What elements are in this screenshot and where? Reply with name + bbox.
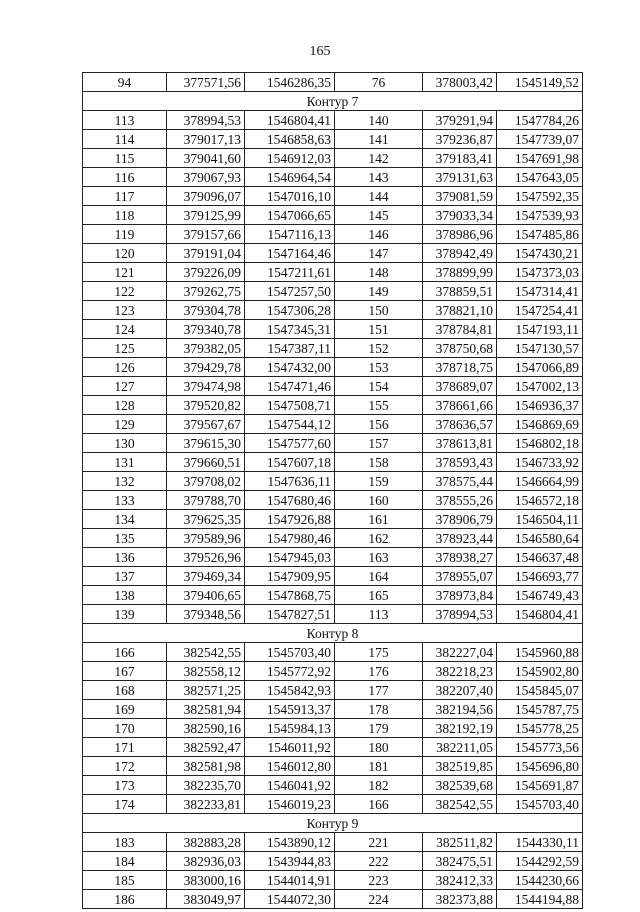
table-row — [83, 510, 583, 529]
table-cell: 378973,84 — [423, 586, 497, 605]
table-cell: 378938,27 — [423, 548, 497, 567]
table-cell: 116 — [83, 168, 167, 187]
table-cell: 117 — [83, 187, 167, 206]
table-cell: 1546869,69 — [497, 415, 583, 434]
table-cell: 164 — [335, 567, 423, 586]
table-row — [83, 586, 583, 605]
table-cell: 382475,51 — [423, 852, 497, 871]
table-cell: 173 — [83, 776, 167, 795]
table-cell: 378859,51 — [423, 282, 497, 301]
table-cell: 378661,66 — [423, 396, 497, 415]
table-cell: 121 — [83, 263, 167, 282]
table-cell: 379406,65 — [167, 586, 245, 605]
table-row — [83, 491, 583, 510]
table-cell: 1547577,60 — [245, 434, 335, 453]
table-cell: 1546664,99 — [497, 472, 583, 491]
table-cell: 1546637,48 — [497, 548, 583, 567]
table-cell: 1547607,18 — [245, 453, 335, 472]
table-row — [83, 548, 583, 567]
table-cell: 113 — [83, 111, 167, 130]
table-row — [83, 73, 583, 92]
table-cell: 378899,99 — [423, 263, 497, 282]
table-cell: 177 — [335, 681, 423, 700]
table-cell: 379304,78 — [167, 301, 245, 320]
table-cell: 162 — [335, 529, 423, 548]
table-cell: 1547827,51 — [245, 605, 335, 624]
table-cell: 382211,05 — [423, 738, 497, 757]
table-cell: 1547544,12 — [245, 415, 335, 434]
table-row — [83, 301, 583, 320]
table-cell: 130 — [83, 434, 167, 453]
table-row — [83, 529, 583, 548]
table-cell: 378923,44 — [423, 529, 497, 548]
table-cell: 1547643,05 — [497, 168, 583, 187]
table-cell: 147 — [335, 244, 423, 263]
table-cell: 138 — [83, 586, 167, 605]
section-title: Контур 8 — [83, 624, 583, 643]
table-cell: 378718,75 — [423, 358, 497, 377]
table-row — [83, 187, 583, 206]
table-cell: 1547945,03 — [245, 548, 335, 567]
table-cell: 135 — [83, 529, 167, 548]
section-header-row — [83, 624, 583, 643]
table-row — [83, 244, 583, 263]
table-cell: 1546011,92 — [245, 738, 335, 757]
table-cell: 1547016,10 — [245, 187, 335, 206]
table-cell: 120 — [83, 244, 167, 263]
table-cell: 123 — [83, 301, 167, 320]
table-cell: 1547485,86 — [497, 225, 583, 244]
table-cell: 379625,35 — [167, 510, 245, 529]
table-cell: 1545703,40 — [245, 643, 335, 662]
table-cell: 184 — [83, 852, 167, 871]
table-cell: 76 — [335, 73, 423, 92]
table-cell: 151 — [335, 320, 423, 339]
table-cell: 1547130,57 — [497, 339, 583, 358]
table-cell: 176 — [335, 662, 423, 681]
table-cell: 178 — [335, 700, 423, 719]
table-cell: 1547432,00 — [245, 358, 335, 377]
table-cell: 126 — [83, 358, 167, 377]
table-cell: 382936,03 — [167, 852, 245, 871]
section-title: Контур 7 — [83, 92, 583, 111]
table-cell: 379382,05 — [167, 339, 245, 358]
table-cell: 1545149,52 — [497, 73, 583, 92]
table-cell: 382227,04 — [423, 643, 497, 662]
table-cell: 1546964,54 — [245, 168, 335, 187]
table-cell: 379615,30 — [167, 434, 245, 453]
table-cell: 172 — [83, 757, 167, 776]
table-cell: 141 — [335, 130, 423, 149]
table-row — [83, 263, 583, 282]
table-cell: 382883,28 — [167, 833, 245, 852]
table-row — [83, 719, 583, 738]
table-cell: 171 — [83, 738, 167, 757]
table-cell: 134 — [83, 510, 167, 529]
table-row — [83, 472, 583, 491]
table-cell: 94 — [83, 73, 167, 92]
table-cell: 1545984,13 — [245, 719, 335, 738]
table-cell: 1545773,56 — [497, 738, 583, 757]
table-cell: 163 — [335, 548, 423, 567]
table-cell: 378003,42 — [423, 73, 497, 92]
table-row — [83, 434, 583, 453]
table-cell: 168 — [83, 681, 167, 700]
table-row — [83, 700, 583, 719]
table-cell: 379291,94 — [423, 111, 497, 130]
table-cell: 223 — [335, 871, 423, 890]
table-cell: 145 — [335, 206, 423, 225]
table-cell: 1547373,03 — [497, 263, 583, 282]
table-cell: 1545842,93 — [245, 681, 335, 700]
table-cell: 1547909,95 — [245, 567, 335, 586]
table-cell: 1547471,46 — [245, 377, 335, 396]
table-cell: 382519,85 — [423, 757, 497, 776]
table-cell: 170 — [83, 719, 167, 738]
table-row — [83, 681, 583, 700]
table-cell: 1544330,11 — [497, 833, 583, 852]
table-cell: 382581,94 — [167, 700, 245, 719]
scan-speck — [298, 852, 300, 853]
table-cell: 1547980,46 — [245, 529, 335, 548]
table-cell: 1546693,77 — [497, 567, 583, 586]
table-cell: 382235,70 — [167, 776, 245, 795]
table-cell: 382542,55 — [423, 795, 497, 814]
table-cell: 382592,47 — [167, 738, 245, 757]
table-row — [83, 225, 583, 244]
table-cell: 379660,51 — [167, 453, 245, 472]
table-cell: 377571,56 — [167, 73, 245, 92]
table-cell: 152 — [335, 339, 423, 358]
table-cell: 379236,87 — [423, 130, 497, 149]
table-row — [83, 320, 583, 339]
table-cell: 379589,96 — [167, 529, 245, 548]
table-cell: 1547508,71 — [245, 396, 335, 415]
table-row — [83, 377, 583, 396]
section-title: Контур 9 — [83, 814, 583, 833]
table-cell: 378994,53 — [167, 111, 245, 130]
table-cell: 382590,16 — [167, 719, 245, 738]
table-cell: 140 — [335, 111, 423, 130]
table-cell: 161 — [335, 510, 423, 529]
table-cell: 378942,49 — [423, 244, 497, 263]
table-cell: 1547680,46 — [245, 491, 335, 510]
table-cell: 1547739,07 — [497, 130, 583, 149]
table-cell: 1547926,88 — [245, 510, 335, 529]
table-cell: 379788,70 — [167, 491, 245, 510]
table-cell: 1545787,75 — [497, 700, 583, 719]
table-cell: 115 — [83, 149, 167, 168]
table-cell: 1545902,80 — [497, 662, 583, 681]
table-cell: 378555,26 — [423, 491, 497, 510]
table-cell: 224 — [335, 890, 423, 909]
table-cell: 379567,67 — [167, 415, 245, 434]
table-row — [83, 738, 583, 757]
table-cell: 222 — [335, 852, 423, 871]
table-cell: 1546504,11 — [497, 510, 583, 529]
table-cell: 166 — [83, 643, 167, 662]
table-cell: 186 — [83, 890, 167, 909]
table-cell: 169 — [83, 700, 167, 719]
table-row — [83, 358, 583, 377]
table-row — [83, 567, 583, 586]
table-cell: 382539,68 — [423, 776, 497, 795]
table-row — [83, 453, 583, 472]
table-cell: 379125,99 — [167, 206, 245, 225]
table-cell: 179 — [335, 719, 423, 738]
table-row — [83, 149, 583, 168]
table-cell: 1547002,13 — [497, 377, 583, 396]
table-cell: 1546804,41 — [245, 111, 335, 130]
table-cell: 1547345,31 — [245, 320, 335, 339]
table-cell: 175 — [335, 643, 423, 662]
table-cell: 379131,63 — [423, 168, 497, 187]
table-cell: 160 — [335, 491, 423, 510]
table-cell: 378613,81 — [423, 434, 497, 453]
table-cell: 378575,44 — [423, 472, 497, 491]
table-cell: 1543890,12 — [245, 833, 335, 852]
table-cell: 1547636,11 — [245, 472, 335, 491]
table-cell: 1547116,13 — [245, 225, 335, 244]
table-cell: 150 — [335, 301, 423, 320]
table-cell: 182 — [335, 776, 423, 795]
table-cell: 157 — [335, 434, 423, 453]
table-cell: 1545703,40 — [497, 795, 583, 814]
table-cell: 148 — [335, 263, 423, 282]
table-cell: 1547430,21 — [497, 244, 583, 263]
table-cell: 382233,81 — [167, 795, 245, 814]
table-cell: 1546019,23 — [245, 795, 335, 814]
table-cell: 379520,82 — [167, 396, 245, 415]
table-row — [83, 871, 583, 890]
table-cell: 129 — [83, 415, 167, 434]
table-cell: 158 — [335, 453, 423, 472]
table-cell: 155 — [335, 396, 423, 415]
table-cell: 1544194,88 — [497, 890, 583, 909]
table-cell: 382511,82 — [423, 833, 497, 852]
table-cell: 382558,12 — [167, 662, 245, 681]
table-row — [83, 776, 583, 795]
table-cell: 378955,07 — [423, 567, 497, 586]
table-cell: 125 — [83, 339, 167, 358]
table-cell: 159 — [335, 472, 423, 491]
table-cell: 118 — [83, 206, 167, 225]
table-cell: 379081,59 — [423, 187, 497, 206]
table-cell: 114 — [83, 130, 167, 149]
table-cell: 131 — [83, 453, 167, 472]
table-cell: 1547691,98 — [497, 149, 583, 168]
table-cell: 1547066,65 — [245, 206, 335, 225]
table-row — [83, 662, 583, 681]
table-cell: 1547784,26 — [497, 111, 583, 130]
table-cell: 181 — [335, 757, 423, 776]
table-cell: 382373,88 — [423, 890, 497, 909]
table-cell: 139 — [83, 605, 167, 624]
table-cell: 127 — [83, 377, 167, 396]
table-cell: 1546580,64 — [497, 529, 583, 548]
table-cell: 378994,53 — [423, 605, 497, 624]
table-row — [83, 111, 583, 130]
table-row — [83, 282, 583, 301]
table-cell: 379469,34 — [167, 567, 245, 586]
table-cell: 113 — [335, 605, 423, 624]
table-cell: 379191,04 — [167, 244, 245, 263]
section-header-row — [83, 814, 583, 833]
table-cell: 382581,98 — [167, 757, 245, 776]
table-cell: 1546733,92 — [497, 453, 583, 472]
table-cell: 167 — [83, 662, 167, 681]
table-cell: 1547314,41 — [497, 282, 583, 301]
table-row — [83, 795, 583, 814]
table-cell: 1546572,18 — [497, 491, 583, 510]
table-cell: 379096,07 — [167, 187, 245, 206]
table-row — [83, 833, 583, 852]
table-cell: 166 — [335, 795, 423, 814]
table-cell: 1546749,43 — [497, 586, 583, 605]
table-cell: 1546802,18 — [497, 434, 583, 453]
table-cell: 1547193,11 — [497, 320, 583, 339]
table-cell: 1546804,41 — [497, 605, 583, 624]
table-row — [83, 130, 583, 149]
table-cell: 1544072,30 — [245, 890, 335, 909]
table-cell: 1546286,35 — [245, 73, 335, 92]
table-cell: 132 — [83, 472, 167, 491]
table-cell: 1545772,92 — [245, 662, 335, 681]
table-row — [83, 852, 583, 871]
table-cell: 379017,13 — [167, 130, 245, 149]
table-cell: 1545778,25 — [497, 719, 583, 738]
table-cell: 143 — [335, 168, 423, 187]
table-cell: 378986,96 — [423, 225, 497, 244]
table-cell: 1546936,37 — [497, 396, 583, 415]
table-cell: 379262,75 — [167, 282, 245, 301]
table-cell: 1543944,83 — [245, 852, 335, 871]
table-cell: 1547254,41 — [497, 301, 583, 320]
table-cell: 1544230,66 — [497, 871, 583, 890]
table-cell: 379033,34 — [423, 206, 497, 225]
table-cell: 1547164,46 — [245, 244, 335, 263]
table-cell: 1547387,11 — [245, 339, 335, 358]
table-row — [83, 415, 583, 434]
table-cell: 382542,55 — [167, 643, 245, 662]
coordinates-table-body — [83, 73, 583, 909]
table-row — [83, 757, 583, 776]
table-cell: 142 — [335, 149, 423, 168]
table-row — [83, 168, 583, 187]
table-cell: 382571,25 — [167, 681, 245, 700]
table-cell: 137 — [83, 567, 167, 586]
table-cell: 382412,33 — [423, 871, 497, 890]
table-row — [83, 206, 583, 225]
table-row — [83, 643, 583, 662]
table-cell: 153 — [335, 358, 423, 377]
table-cell: 1545960,88 — [497, 643, 583, 662]
table-cell: 378821,10 — [423, 301, 497, 320]
table-cell: 1546012,80 — [245, 757, 335, 776]
table-cell: 379067,93 — [167, 168, 245, 187]
table-row — [83, 605, 583, 624]
table-cell: 379474,98 — [167, 377, 245, 396]
table-cell: 382194,56 — [423, 700, 497, 719]
table-cell: 146 — [335, 225, 423, 244]
table-cell: 165 — [335, 586, 423, 605]
table-cell: 144 — [335, 187, 423, 206]
table-cell: 379340,78 — [167, 320, 245, 339]
table-cell: 1545913,37 — [245, 700, 335, 719]
table-row — [83, 339, 583, 358]
table-cell: 1547306,28 — [245, 301, 335, 320]
table-cell: 378593,43 — [423, 453, 497, 472]
table-cell: 124 — [83, 320, 167, 339]
table-cell: 382218,23 — [423, 662, 497, 681]
table-cell: 133 — [83, 491, 167, 510]
table-cell: 154 — [335, 377, 423, 396]
table-cell: 378689,07 — [423, 377, 497, 396]
table-cell: 122 — [83, 282, 167, 301]
table-cell: 149 — [335, 282, 423, 301]
table-row — [83, 396, 583, 415]
table-cell: 136 — [83, 548, 167, 567]
table-cell: 1545845,07 — [497, 681, 583, 700]
table-cell: 1546041,92 — [245, 776, 335, 795]
table-cell: 1546858,63 — [245, 130, 335, 149]
table-cell: 180 — [335, 738, 423, 757]
table-cell: 1547211,61 — [245, 263, 335, 282]
table-cell: 1547592,35 — [497, 187, 583, 206]
table-cell: 379526,96 — [167, 548, 245, 567]
table-cell: 174 — [83, 795, 167, 814]
table-cell: 128 — [83, 396, 167, 415]
table-cell: 1545691,87 — [497, 776, 583, 795]
table-cell: 378906,79 — [423, 510, 497, 529]
table-cell: 379708,02 — [167, 472, 245, 491]
table-cell: 382207,40 — [423, 681, 497, 700]
table-cell: 1544014,91 — [245, 871, 335, 890]
table-cell: 156 — [335, 415, 423, 434]
table-cell: 1547257,50 — [245, 282, 335, 301]
table-cell: 1544292,59 — [497, 852, 583, 871]
table-cell: 383000,16 — [167, 871, 245, 890]
table-cell: 1546912,03 — [245, 149, 335, 168]
table-cell: 221 — [335, 833, 423, 852]
table-cell: 1547066,89 — [497, 358, 583, 377]
table-row — [83, 890, 583, 909]
table-cell: 379157,66 — [167, 225, 245, 244]
table-cell: 379041,60 — [167, 149, 245, 168]
page-number: 165 — [309, 44, 331, 59]
table-cell: 1547868,75 — [245, 586, 335, 605]
table-cell: 379226,09 — [167, 263, 245, 282]
table-cell: 183 — [83, 833, 167, 852]
table-cell: 379429,78 — [167, 358, 245, 377]
table-cell: 383049,97 — [167, 890, 245, 909]
table-cell: 185 — [83, 871, 167, 890]
table-cell: 1545696,80 — [497, 757, 583, 776]
table-cell: 1547539,93 — [497, 206, 583, 225]
table-cell: 382192,19 — [423, 719, 497, 738]
table-cell: 378750,68 — [423, 339, 497, 358]
table-cell: 379348,56 — [167, 605, 245, 624]
table-cell: 379183,41 — [423, 149, 497, 168]
table-cell: 378784,81 — [423, 320, 497, 339]
coordinates-table — [82, 72, 583, 909]
table-cell: 119 — [83, 225, 167, 244]
section-header-row — [83, 92, 583, 111]
table-cell: 378636,57 — [423, 415, 497, 434]
